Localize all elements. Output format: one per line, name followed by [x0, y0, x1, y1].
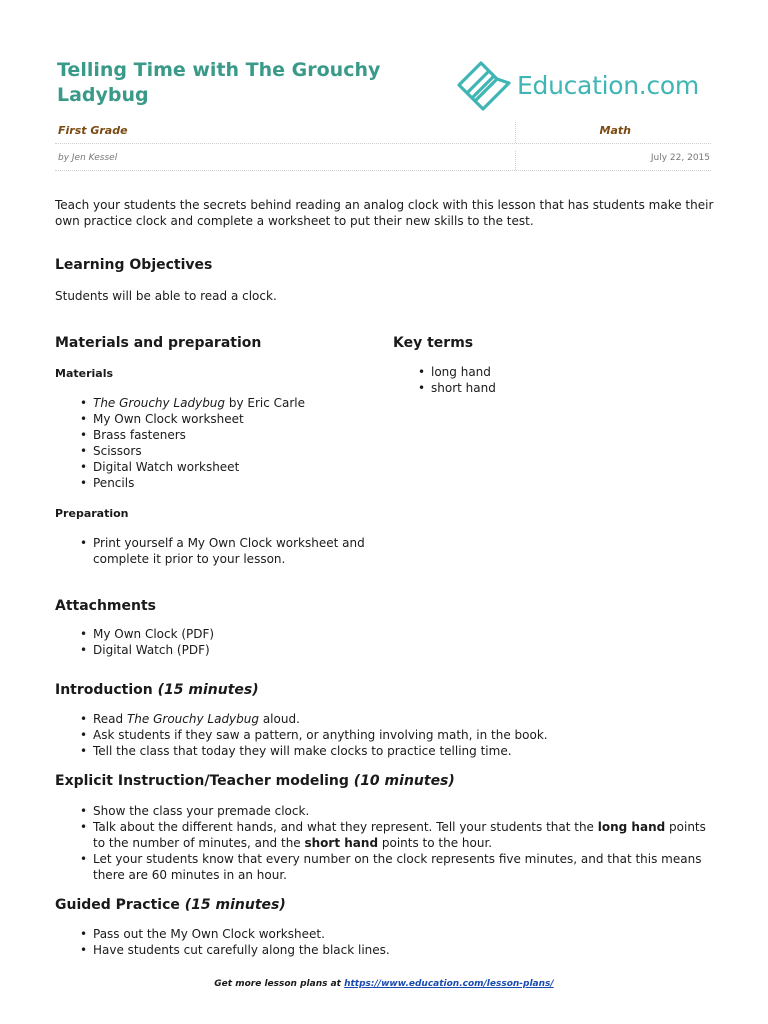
key-terms-heading: Key terms — [393, 335, 474, 351]
explicit-instruction-heading — [55, 772, 455, 790]
explicit-instruction-duration: (10 minutes) — [353, 773, 455, 789]
key-term: short hand — [304, 836, 379, 850]
meta-divider — [515, 151, 516, 170]
author-label: by Jen Kessel — [58, 153, 118, 163]
footer — [0, 979, 768, 989]
date-label: July 22, 2015 — [650, 153, 710, 163]
book-author: by Eric Carle — [225, 396, 306, 410]
materials-heading: Materials and preparation — [55, 335, 262, 351]
introduction-heading — [55, 681, 259, 699]
book-title: The Grouchy Ladybug — [93, 396, 226, 410]
subject-label: Math — [599, 124, 631, 137]
attachments-list — [77, 626, 377, 658]
materials-subheading: Materials — [55, 367, 114, 380]
text-span: points to the number of minutes, and the — [93, 820, 706, 850]
attachment-link[interactable]: • My Own Clock (PDF) — [77, 626, 377, 642]
page-title: Telling Time with The Grouchy Ladybug — [57, 59, 381, 106]
learning-objectives-text: Students will be able to read a clock. — [55, 289, 277, 303]
list-item: • Print yourself a My Own Clock worksheet and complete it prior to your lesson. — [77, 535, 367, 567]
list-item: • short hand — [415, 380, 665, 396]
list-item: • Brass fasteners — [77, 427, 377, 443]
list-item: • long hand — [415, 364, 665, 380]
text-span: Talk about the different hands, and what they represent. Tell your students that the — [93, 820, 598, 834]
education-logo-icon — [455, 59, 513, 111]
list-item: • Have students cut carefully along the black lines. — [77, 942, 717, 958]
footer-text: Get more lesson plans at — [214, 979, 345, 989]
explicit-instruction-list — [77, 803, 717, 883]
lesson-plans-link[interactable]: https://www.education.com/lesson-plans/ — [344, 979, 554, 989]
author-date-row — [55, 151, 711, 171]
key-term: long hand — [597, 820, 666, 834]
list-item: • Digital Watch worksheet — [77, 459, 377, 475]
preparation-list — [77, 535, 367, 567]
list-item: • Scissors — [77, 443, 377, 459]
list-item: • Pencils — [77, 475, 377, 491]
list-item — [77, 819, 717, 851]
text-span: Read — [93, 712, 127, 726]
guided-practice-heading — [55, 896, 286, 914]
introduction-list — [77, 711, 717, 759]
list-item: • Let your students know that every number on the clock represents five minutes, and that this means there are 60 minutes in an hour. — [77, 851, 717, 883]
book-title: The Grouchy Ladybug — [126, 712, 259, 726]
explicit-instruction-title: Explicit Instruction/Teacher modeling — [55, 773, 349, 789]
materials-list — [77, 395, 377, 491]
introduction-duration: (15 minutes) — [157, 682, 259, 698]
intro-paragraph: Teach your students the secrets behind reading an analog clock with this lesson that has students make their own practice clock and complete a worksheet to put their new skills to the test. — [55, 198, 714, 228]
attachment-link[interactable]: • Digital Watch (PDF) — [77, 642, 377, 658]
text-span: points to the hour. — [378, 836, 493, 850]
attachments-heading: Attachments — [55, 598, 157, 614]
grade-label: First Grade — [58, 124, 128, 137]
logo-wordmark: Education.com — [517, 70, 699, 100]
guided-practice-list — [77, 926, 717, 958]
guided-practice-title: Guided Practice — [55, 897, 180, 913]
list-item — [77, 711, 717, 727]
guided-practice-duration: (15 minutes) — [184, 897, 286, 913]
list-item — [77, 395, 377, 411]
key-terms-list — [415, 364, 665, 396]
list-item: • Tell the class that today they will make clocks to practice telling time. — [77, 743, 717, 759]
meta-divider — [515, 122, 516, 143]
introduction-title: Introduction — [55, 682, 153, 698]
text-span: aloud. — [259, 712, 300, 726]
education-logo[interactable] — [455, 57, 715, 113]
list-item: • Pass out the My Own Clock worksheet. — [77, 926, 717, 942]
list-item: • Ask students if they saw a pattern, or anything involving math, in the book. — [77, 727, 717, 743]
list-item: • Show the class your premade clock. — [77, 803, 717, 819]
preparation-subheading: Preparation — [55, 507, 129, 520]
grade-subject-row — [55, 122, 711, 144]
list-item: • My Own Clock worksheet — [77, 411, 377, 427]
learning-objectives-heading: Learning Objectives — [55, 257, 213, 273]
